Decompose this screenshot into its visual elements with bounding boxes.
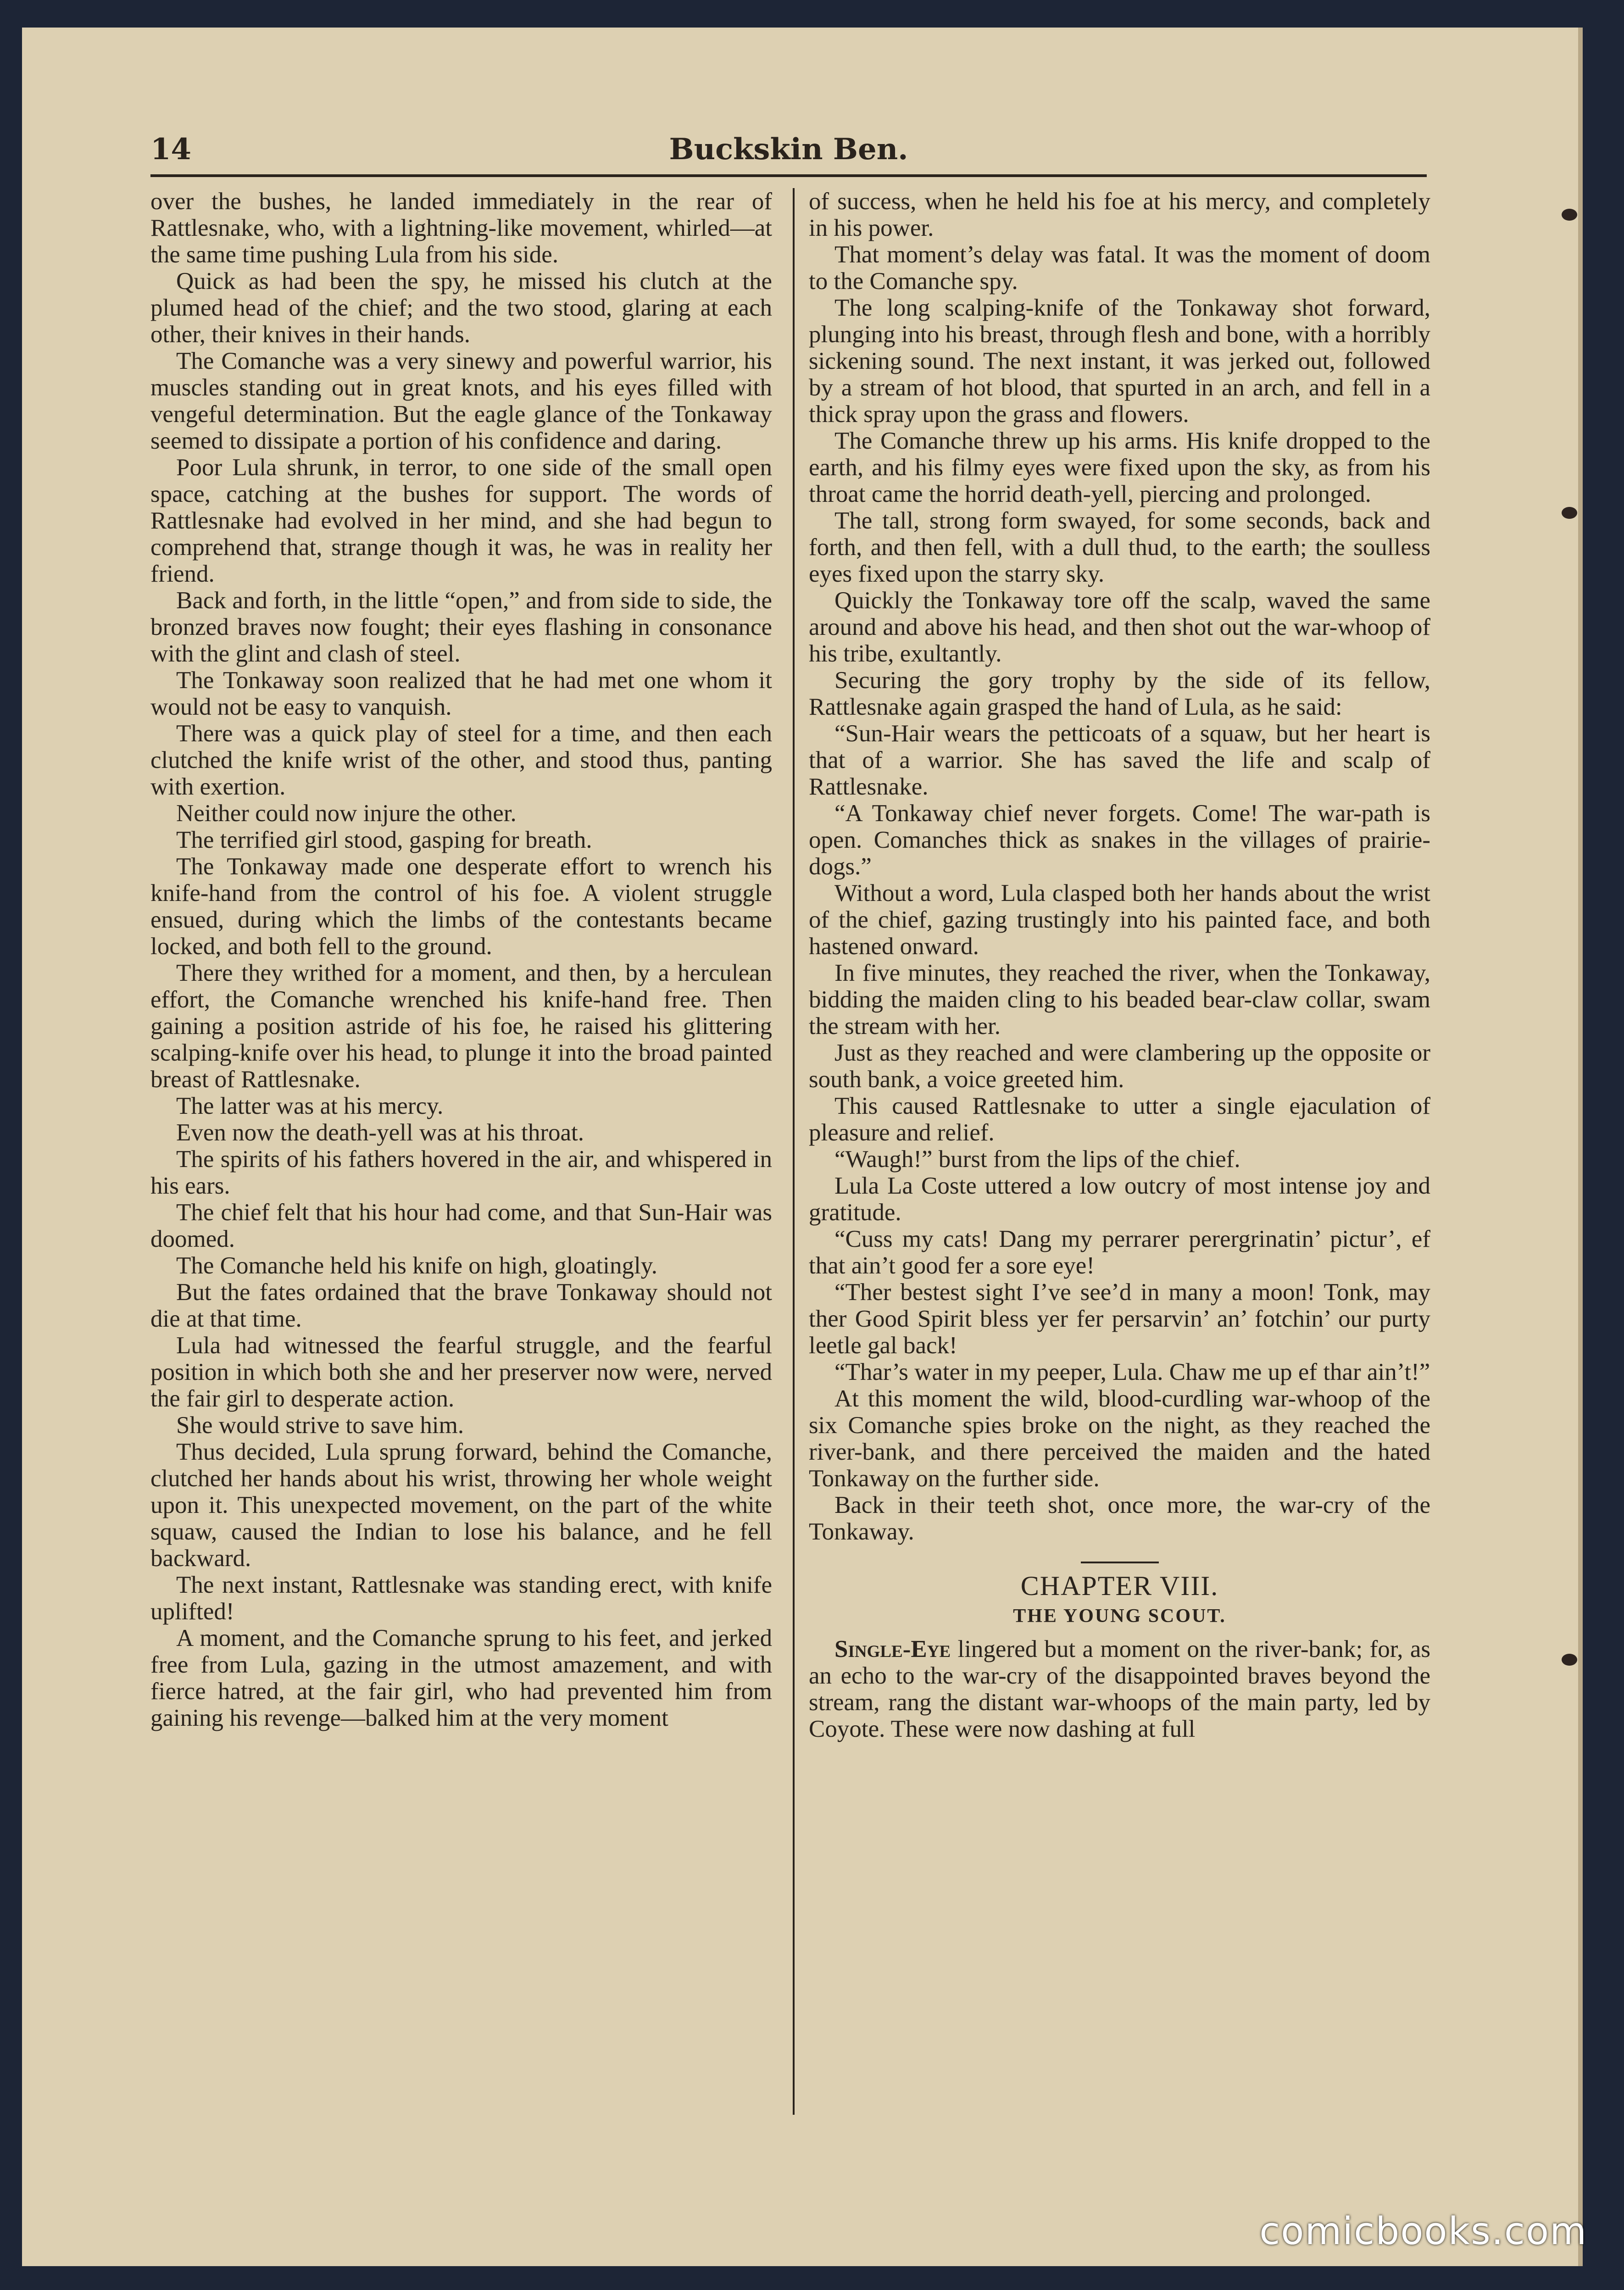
paragraph: “Sun-Hair wears the petticoats of a squaw, but her heart is that of a warrior. She has saved the life and scalp of Rattlesnake. xyxy=(809,720,1430,800)
paragraph: Quickly the Tonkaway tore off the scalp, waved the same around and above his head, and then shot out the war-whoop of his tribe, exultantly. xyxy=(809,587,1430,667)
paragraph: The tall, strong form swayed, for some seconds, back and forth, and then fell, with a dull thud, to the earth; the soulless eyes fixed upon the starry sky. xyxy=(809,507,1430,587)
paragraph: This caused Rattlesnake to utter a single ejaculation of pleasure and relief. xyxy=(809,1093,1430,1146)
paragraph: The long scalping-knife of the Tonkaway shot forward, plunging into his breast, through flesh and bone, with a horribly sickening sound. The next instant, it was jerked out, followed by a stream of hot blood, that spurted in an arch, and fell in a thick spray upon the grass and flowers. xyxy=(809,295,1430,428)
right-column xyxy=(809,188,1430,2138)
paragraph: The terrified girl stood, gasping for breath. xyxy=(176,827,592,853)
binding-hole-icon xyxy=(1562,507,1577,519)
paragraph: Lula had witnessed the fearful struggle, and the fearful position in which both she and her preserver now were, nerved the fair girl to desperate action. xyxy=(150,1332,772,1412)
chapter-title: CHAPTER VIII. xyxy=(1020,1571,1219,1601)
paragraph: Just as they reached and were clambering up the opposite or south bank, a voice greeted him. xyxy=(809,1039,1430,1093)
chapter-subtitle: THE YOUNG SCOUT. xyxy=(1013,1606,1226,1627)
page-header xyxy=(150,106,1427,177)
paragraph: Lula La Coste uttered a low outcry of most intense joy and gratitude. xyxy=(809,1173,1430,1226)
paragraph: The latter was at his mercy. xyxy=(176,1093,444,1119)
paragraph: Back and forth, in the little “open,” and from side to side, the bronzed braves now fought; their eyes flashing in consonance with the glint and clash of steel. xyxy=(150,587,772,667)
paragraph: The Tonkaway soon realized that he had met one whom it would not be easy to vanquish. xyxy=(150,667,772,720)
paragraph: At this moment the wild, blood-curdling war-whoop of the six Comanche spies broke on the night, as they reached the river-bank, and there perceived the maiden and the hated Tonkaway on the further side. xyxy=(809,1385,1430,1492)
paragraph: The Comanche held his knife on high, gloatingly. xyxy=(176,1252,658,1279)
chapter-opening-paragraph xyxy=(809,1636,1430,1742)
paragraph: Without a word, Lula clasped both her hands about the wrist of the chief, gazing trustingly into his painted face, and both hastened onward. xyxy=(809,880,1430,960)
paragraph: Neither could now injure the other. xyxy=(176,800,517,827)
left-column xyxy=(150,188,772,2138)
watermark: comicbooks.com xyxy=(1259,2210,1587,2253)
paragraph: A moment, and the Comanche sprung to his feet, and jerked free from Lula, gazing in the utmost amazement, and with fierce hatred, at the fair girl, who had prevented him from gaining his revenge—balked him at the very moment xyxy=(150,1625,772,1731)
paragraph: The spirits of his fathers hovered in the air, and whispered in his ears. xyxy=(150,1146,772,1199)
running-head: Buckskin Ben. xyxy=(669,132,908,167)
paragraph: But the fates ordained that the brave Tonkaway should not die at that time. xyxy=(150,1279,772,1332)
column-divider xyxy=(793,188,795,2115)
paragraph: “Cuss my cats! Dang my perrarer perergrinatin’ pictur’, ef that ain’t good fer a sore eye! xyxy=(809,1226,1430,1279)
paragraph: The chief felt that his hour had come, and that Sun-Hair was doomed. xyxy=(150,1199,772,1252)
binding-hole-icon xyxy=(1562,1654,1577,1666)
paragraph: “Ther bestest sight I’ve see’d in many a moon! Tonk, may ther Good Spirit bless yer fer persarvin’ an’ fotchin’ our purty leetle gal back! xyxy=(809,1279,1430,1359)
paragraph: There they writhed for a moment, and then, by a herculean effort, the Comanche wrenched his knife-hand free. Then gaining a position astride of his foe, he raised his glittering scalping-knife over his head, to plunge it into the broad painted breast of Rattlesnake. xyxy=(150,960,772,1093)
paragraph: That moment’s delay was fatal. It was the moment of doom to the Comanche spy. xyxy=(809,241,1430,295)
paragraph: The next instant, Rattlesnake was standing erect, with knife uplifted! xyxy=(150,1572,772,1625)
paragraph: The Comanche was a very sinewy and powerful warrior, his muscles standing out in great knots, and his eyes filled with vengeful determination. But the eagle glance of the Tonkaway seemed to dissipate a portion of his confidence and daring. xyxy=(150,348,772,454)
paragraph: Securing the gory trophy by the side of its fellow, Rattlesnake again grasped the hand of Lula, as he said: xyxy=(809,667,1430,720)
paragraph: Quick as had been the spy, he missed his clutch at the plumed head of the chief; and the two stood, glaring at each other, their knives in their hands. xyxy=(150,268,772,348)
lead-rest: lingered but a moment on the river-bank; for, as an echo to the war-cry of the disappointed braves beyond the stream, rang the distant war-whoops of the main party, led by Coyote. These were now dashing at full xyxy=(809,1636,1430,1742)
paragraph: There was a quick play of steel for a time, and then each clutched the knife wrist of the other, and stood thus, panting with exertion. xyxy=(150,720,772,800)
page-number: 14 xyxy=(150,132,192,167)
binding-hole-icon xyxy=(1562,209,1577,221)
paragraph: The Tonkaway made one desperate effort to wrench his knife-hand from the control of his foe. A violent struggle ensued, during which the limbs of the contestants became locked, and both fell to the ground. xyxy=(150,853,772,960)
paragraph: Even now the death-yell was at his throat. xyxy=(176,1119,584,1146)
chapter-rule xyxy=(1081,1562,1159,1563)
paragraph: of success, when he held his foe at his mercy, and completely in his power. xyxy=(809,188,1430,241)
paragraph: Poor Lula shrunk, in terror, to one side of the small open space, catching at the bushes for support. The words of Rattlesnake had evolved in her mind, and she had begun to comprehend that, strange though it was, he was in reality her friend. xyxy=(150,454,772,587)
page-sheet xyxy=(22,28,1583,2266)
paragraph: Thus decided, Lula sprung forward, behind the Comanche, clutched her hands about his wrist, throwing her whole weight upon it. This unexpected movement, on the part of the white squaw, caused the Indian to lose his balance, and he fell backward. xyxy=(150,1439,772,1572)
paragraph: over the bushes, he landed immediately in the rear of Rattlesnake, who, with a lightning-like movement, whirled—at the same time pushing Lula from his side. xyxy=(150,188,772,268)
paragraph: “Waugh!” burst from the lips of the chief. xyxy=(834,1146,1240,1173)
paragraph: In five minutes, they reached the river, when the Tonkaway, bidding the maiden cling to his beaded bear-claw collar, swam the stream with her. xyxy=(809,960,1430,1039)
paragraph: “A Tonkaway chief never forgets. Come! The war-path is open. Comanches thick as snakes in the villages of prairie-dogs.” xyxy=(809,800,1430,880)
paragraph: She would strive to save him. xyxy=(176,1412,464,1439)
paragraph: The Comanche threw up his arms. His knife dropped to the earth, and his filmy eyes were fixed upon the sky, as from his throat came the horrid death-yell, piercing and prolonged. xyxy=(809,428,1430,507)
lead-word: Single-Eye xyxy=(834,1636,951,1662)
paragraph: “Thar’s water in my peeper, Lula. Chaw me up ef thar ain’t!” xyxy=(834,1359,1430,1385)
paragraph: Back in their teeth shot, once more, the war-cry of the Tonkaway. xyxy=(809,1492,1430,1545)
